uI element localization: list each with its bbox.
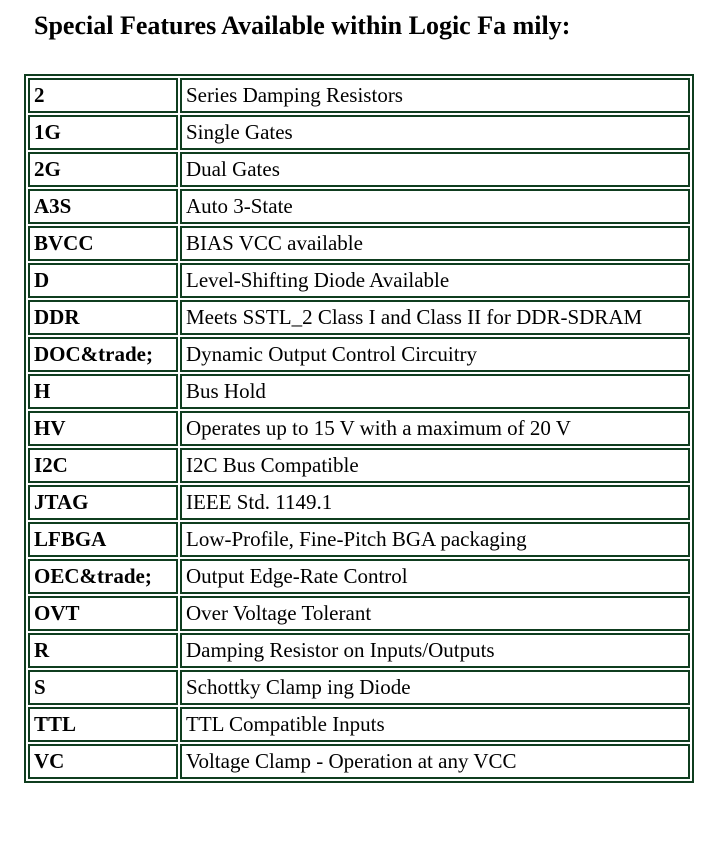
feature-description: Auto 3-State — [180, 189, 690, 224]
feature-code: TTL — [28, 707, 178, 742]
feature-description: Dual Gates — [180, 152, 690, 187]
table-row — [28, 596, 690, 631]
feature-code: VC — [28, 744, 178, 779]
feature-code: R — [28, 633, 178, 668]
table-row — [28, 670, 690, 705]
feature-description: Dynamic Output Control Circuitry — [180, 337, 690, 372]
feature-description: BIAS VCC available — [180, 226, 690, 261]
feature-description: Operates up to 15 V with a maximum of 20 V — [180, 411, 690, 446]
table-row — [28, 337, 690, 372]
feature-code: HV — [28, 411, 178, 446]
table-row — [28, 448, 690, 483]
feature-code: OEC&trade; — [28, 559, 178, 594]
feature-description: TTL Compatible Inputs — [180, 707, 690, 742]
table-row — [28, 707, 690, 742]
page-title: Special Features Available within Logic Fa mily: — [34, 11, 571, 40]
feature-description: I2C Bus Compatible — [180, 448, 690, 483]
feature-description: Bus Hold — [180, 374, 690, 409]
table-row — [28, 744, 690, 779]
feature-description: Output Edge-Rate Control — [180, 559, 690, 594]
feature-code: 2 — [28, 78, 178, 113]
feature-code: LFBGA — [28, 522, 178, 557]
feature-code: DOC&trade; — [28, 337, 178, 372]
feature-description: Level-Shifting Diode Available — [180, 263, 690, 298]
table-row — [28, 152, 690, 187]
feature-code: BVCC — [28, 226, 178, 261]
feature-description: Voltage Clamp - Operation at any VCC — [180, 744, 690, 779]
feature-description: Schottky Clamp ing Diode — [180, 670, 690, 705]
feature-code: OVT — [28, 596, 178, 631]
feature-code: I2C — [28, 448, 178, 483]
feature-code: 2G — [28, 152, 178, 187]
feature-description: Meets SSTL_2 Class I and Class II for DDR-SDRAM — [180, 300, 690, 335]
table-row — [28, 522, 690, 557]
feature-code: H — [28, 374, 178, 409]
features-table-body — [28, 78, 690, 779]
table-row — [28, 485, 690, 520]
table-row — [28, 263, 690, 298]
table-row — [28, 189, 690, 224]
table-row — [28, 559, 690, 594]
table-row — [28, 411, 690, 446]
table-row — [28, 374, 690, 409]
feature-code: D — [28, 263, 178, 298]
feature-description: Low-Profile, Fine-Pitch BGA packaging — [180, 522, 690, 557]
feature-code: A3S — [28, 189, 178, 224]
feature-description: Over Voltage Tolerant — [180, 596, 690, 631]
table-row — [28, 226, 690, 261]
feature-description: Damping Resistor on Inputs/Outputs — [180, 633, 690, 668]
feature-code: JTAG — [28, 485, 178, 520]
table-row — [28, 633, 690, 668]
feature-code: DDR — [28, 300, 178, 335]
feature-description: Series Damping Resistors — [180, 78, 690, 113]
feature-code: S — [28, 670, 178, 705]
table-row — [28, 115, 690, 150]
table-row — [28, 300, 690, 335]
feature-description: IEEE Std. 1149.1 — [180, 485, 690, 520]
feature-description: Single Gates — [180, 115, 690, 150]
features-table — [24, 74, 694, 783]
table-row — [28, 78, 690, 113]
feature-code: 1G — [28, 115, 178, 150]
